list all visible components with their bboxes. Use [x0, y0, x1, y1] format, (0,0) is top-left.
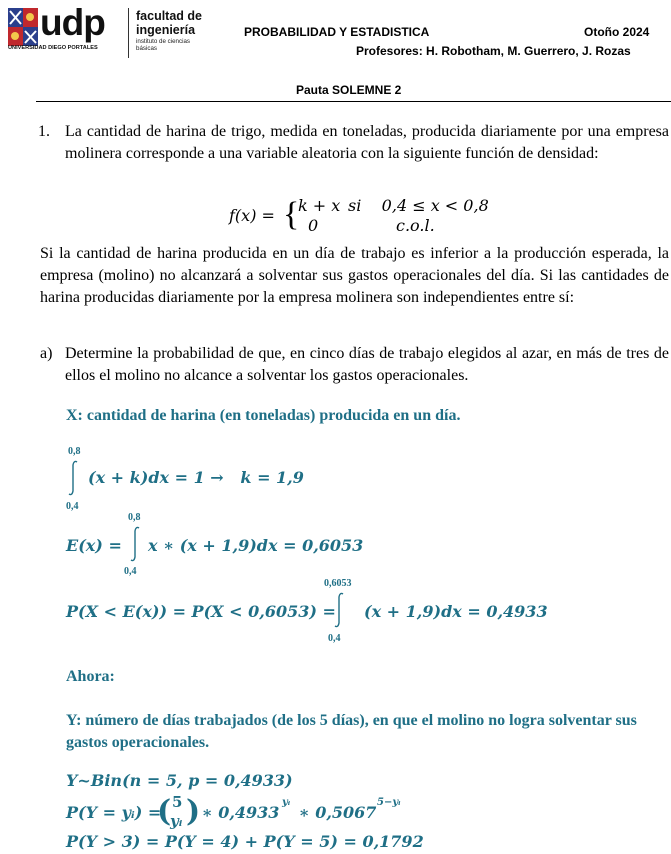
university-crest-icon — [8, 8, 38, 46]
y-definition: Y: número de días trabajados (de los 5 días), en que el molino no logra solventar sus gastos operacionales. — [66, 712, 637, 751]
int3-lower: 0,4 — [328, 633, 341, 644]
pmf-bottom: yᵢ — [170, 812, 183, 830]
logo-subtext: UNIVERSIDAD DIEGO PORTALES — [8, 45, 98, 51]
professors: Profesores: H. Robotham, M. Guerrero, J. Rozas — [356, 44, 631, 58]
integral-sign-icon — [332, 592, 346, 628]
case2-expr: 0 — [308, 216, 319, 235]
integral-sign-icon — [66, 460, 80, 496]
int1-expression: (x + k)dx = 1 → k = 1,9 — [88, 468, 304, 487]
term: Otoño 2024 — [584, 25, 650, 39]
faculty-line1: facultad de — [136, 9, 202, 23]
pmf-top: 5 — [172, 793, 183, 811]
binom-paren-left: ( — [157, 794, 172, 829]
context-paragraph: Si la cantidad de harina producida en un día de trabajo es inferior a la producción esperada, la empresa (molino) no alcanzará a solventar sus gastos operacionales del día. Si las cantidades de harina producidas diariamente por la empresa molinera son independientes entre sí: — [40, 245, 669, 306]
pmf-exponent1: yᵢ — [282, 797, 291, 808]
question-number: 1. — [38, 123, 50, 140]
pmf-factor2: ∗ 0,5067 — [293, 803, 377, 822]
pmf-exponent2: 5−yᵢ — [377, 797, 401, 808]
integral-sign-icon — [128, 526, 142, 562]
faculty-line4: básicas — [136, 45, 157, 52]
case1-expr: k + x — [298, 196, 341, 215]
int3-upper: 0,6053 — [324, 578, 352, 589]
part-a-label: a) — [40, 345, 53, 362]
final-answer: P(Y > 3) = P(Y = 4) + P(Y = 5) = 0,1792 — [66, 832, 424, 851]
binom-paren-right: ) — [186, 794, 201, 829]
faculty-line2: ingeniería — [136, 23, 196, 37]
document-title: Pauta SOLEMNE 2 — [296, 83, 402, 97]
int2-lower: 0,4 — [124, 566, 137, 577]
int1-lower: 0,4 — [66, 501, 79, 512]
case2-cond: c.o.l. — [396, 216, 435, 235]
int2-upper: 0,8 — [128, 512, 141, 523]
header-divider — [128, 8, 129, 58]
int1-upper: 0,8 — [68, 446, 81, 457]
faculty-line3: instituto de ciencias — [136, 38, 190, 45]
part-a-text: Determine la probabilidad de que, en cinco días de trabajo elegidos al azar, en más de tres de ellos el molino no alcance a solventar los gastos operacionales. — [65, 345, 669, 384]
density-lhs: f(x) = — [229, 206, 275, 225]
course-name: PROBABILIDAD Y ESTADISTICA — [244, 25, 430, 39]
title-rule — [36, 101, 671, 102]
x-definition: X: cantidad de harina (en toneladas) producida en un día. — [66, 407, 461, 424]
pmf-lhs: P(Y = yᵢ) = — [66, 803, 162, 822]
case1-cond: si 0,4 ≤ x < 0,8 — [348, 196, 489, 215]
int3-expression: (x + 1,9)dx = 0,4933 — [364, 602, 548, 621]
expectation-lhs: E(x) = — [66, 536, 122, 555]
probability-lhs: P(X < E(x)) = P(X < 0,6053) = — [66, 602, 336, 621]
ahora-label: Ahora: — [66, 668, 115, 685]
logo-wordmark: udp — [40, 2, 105, 43]
question-text: La cantidad de harina de trigo, medida en toneladas, producida diariamente por una empresa molinera corresponde a una variable aleatoria con la siguiente función de densidad: — [65, 123, 669, 162]
case-brace: { — [283, 196, 300, 233]
pmf-factor1: ∗ 0,4933 — [196, 803, 280, 822]
int2-expression: x ∗ (x + 1,9)dx = 0,6053 — [148, 536, 364, 555]
binomial-distribution: Y~Bin(n = 5, p = 0,4933) — [66, 771, 293, 790]
